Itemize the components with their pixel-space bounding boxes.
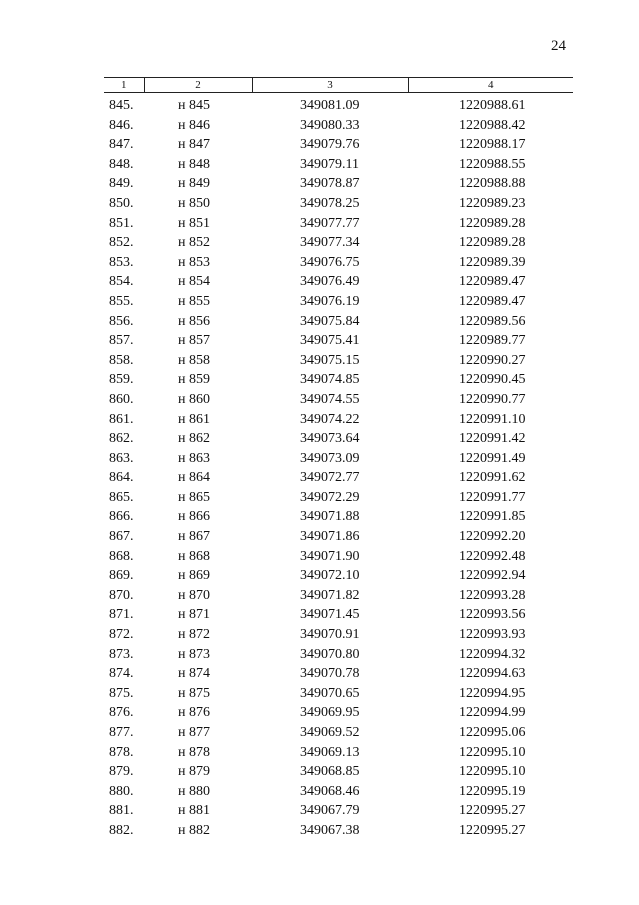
table-row — [104, 135, 573, 155]
point-name: н 856 — [178, 313, 210, 329]
coordinate-y: 1220989.28 — [459, 235, 526, 251]
row-index: 869. — [109, 568, 134, 584]
row-index: 845. — [109, 98, 134, 113]
point-name: н 853 — [178, 254, 210, 270]
coordinate-y: 1220994.32 — [459, 646, 526, 662]
table-row — [104, 194, 573, 214]
coordinate-y: 1220989.56 — [459, 313, 526, 329]
coordinate-x: 349072.77 — [300, 470, 360, 486]
coordinate-x: 349071.90 — [300, 548, 360, 564]
row-index: 882. — [109, 822, 134, 838]
table-row — [104, 233, 573, 253]
point-name: н 858 — [178, 352, 210, 368]
coordinate-y: 1220994.99 — [459, 705, 526, 721]
row-index: 858. — [109, 352, 134, 368]
coordinate-y: 1220988.55 — [459, 156, 526, 172]
point-name: н 879 — [178, 764, 210, 780]
column-header-x: 3 — [252, 78, 408, 93]
coordinate-y: 1220990.45 — [459, 372, 526, 388]
row-index: 861. — [109, 411, 134, 427]
table-row — [104, 664, 573, 684]
coordinate-x: 349069.13 — [300, 744, 360, 760]
table-row — [104, 586, 573, 606]
table-row — [104, 625, 573, 645]
coordinate-x: 349067.79 — [300, 803, 360, 819]
table-row — [104, 468, 573, 488]
coordinate-y: 1220989.39 — [459, 254, 526, 270]
point-name: н 865 — [178, 489, 210, 505]
point-name: н 876 — [178, 705, 210, 721]
row-index: 875. — [109, 685, 134, 701]
table-row — [104, 390, 573, 410]
table-row — [104, 684, 573, 704]
table-row — [104, 645, 573, 665]
coordinate-x: 349070.65 — [300, 685, 360, 701]
point-name: н 870 — [178, 587, 210, 603]
point-name: н 869 — [178, 568, 210, 584]
table-row — [104, 821, 573, 841]
coordinate-y: 1220995.27 — [459, 803, 526, 819]
table-row — [104, 566, 573, 586]
column-header-index: 1 — [104, 78, 144, 93]
row-index: 855. — [109, 293, 134, 309]
coordinate-y: 1220992.20 — [459, 529, 526, 545]
table-row — [104, 370, 573, 390]
coordinate-x: 349074.22 — [300, 411, 360, 427]
row-index: 851. — [109, 215, 134, 231]
table-row — [104, 703, 573, 723]
table-row — [104, 762, 573, 782]
coordinate-x: 349075.15 — [300, 352, 360, 368]
row-index: 854. — [109, 274, 134, 290]
coordinate-y: 1220995.10 — [459, 764, 526, 780]
coordinate-y: 1220993.56 — [459, 607, 526, 623]
coordinate-x: 349074.85 — [300, 372, 360, 388]
row-index: 868. — [109, 548, 134, 564]
point-name: н 851 — [178, 215, 210, 231]
table-row — [104, 174, 573, 194]
row-index: 848. — [109, 156, 134, 172]
table-row — [104, 155, 573, 175]
point-name: н 859 — [178, 372, 210, 388]
column-header-point: 2 — [144, 78, 252, 93]
coordinate-x: 349071.45 — [300, 607, 360, 623]
point-name: н 873 — [178, 646, 210, 662]
coordinate-x: 349070.80 — [300, 646, 360, 662]
coordinate-x: 349081.09 — [300, 98, 360, 113]
table-row — [104, 801, 573, 821]
table-row — [104, 331, 573, 351]
coordinate-y: 1220995.19 — [459, 783, 526, 799]
coordinate-y: 1220995.10 — [459, 744, 526, 760]
point-name: н 877 — [178, 725, 210, 740]
coordinate-x: 349075.41 — [300, 333, 360, 349]
coordinate-y: 1220989.47 — [459, 293, 526, 309]
point-name: н 871 — [178, 607, 210, 623]
row-index: 873. — [109, 646, 134, 662]
table-body — [104, 96, 573, 841]
coordinate-y: 1220990.77 — [459, 391, 526, 407]
point-name: н 868 — [178, 548, 210, 564]
coordinate-y: 1220991.77 — [459, 489, 526, 505]
coordinate-y: 1220988.88 — [459, 176, 526, 192]
coordinate-x: 349074.55 — [300, 391, 360, 407]
coordinate-y: 1220991.42 — [459, 431, 526, 447]
coordinates-table — [104, 77, 573, 841]
point-name: н 850 — [178, 195, 210, 211]
coordinate-x: 349069.52 — [300, 725, 360, 740]
table-row — [104, 214, 573, 234]
coordinate-y: 1220988.61 — [459, 98, 526, 113]
point-name: н 857 — [178, 333, 210, 349]
table-row — [104, 605, 573, 625]
coordinate-y: 1220989.77 — [459, 333, 526, 349]
point-name: н 849 — [178, 176, 210, 192]
coordinate-x: 349070.78 — [300, 666, 360, 682]
point-name: н 866 — [178, 509, 210, 525]
row-index: 870. — [109, 587, 134, 603]
point-name: н 867 — [178, 529, 210, 545]
point-name: н 848 — [178, 156, 210, 172]
coordinate-x: 349073.09 — [300, 450, 360, 466]
coordinate-x: 349069.95 — [300, 705, 360, 721]
table-row — [104, 351, 573, 371]
coordinate-y: 1220991.85 — [459, 509, 526, 525]
coordinate-y: 1220988.42 — [459, 117, 526, 133]
row-index: 852. — [109, 235, 134, 251]
coordinate-x: 349070.91 — [300, 627, 360, 643]
row-index: 853. — [109, 254, 134, 270]
point-name: н 855 — [178, 293, 210, 309]
row-index: 878. — [109, 744, 134, 760]
point-name: н 847 — [178, 137, 210, 153]
table-row — [104, 507, 573, 527]
row-index: 872. — [109, 627, 134, 643]
coordinate-y: 1220989.47 — [459, 274, 526, 290]
coordinate-x: 349073.64 — [300, 431, 360, 447]
coordinate-y: 1220994.95 — [459, 685, 526, 701]
row-index: 871. — [109, 607, 134, 623]
table-row — [104, 488, 573, 508]
point-name: н 882 — [178, 822, 210, 838]
table-header-row — [104, 78, 573, 93]
table-row — [104, 547, 573, 567]
coordinate-x: 349076.19 — [300, 293, 360, 309]
coordinate-x: 349067.38 — [300, 822, 360, 838]
coordinate-y: 1220989.28 — [459, 215, 526, 231]
point-name: н 874 — [178, 666, 210, 682]
row-index: 864. — [109, 470, 134, 486]
table-row — [104, 723, 573, 743]
row-index: 879. — [109, 764, 134, 780]
row-index: 867. — [109, 529, 134, 545]
row-index: 847. — [109, 137, 134, 153]
table-row — [104, 410, 573, 430]
coordinate-x: 349077.77 — [300, 215, 360, 231]
coordinate-y: 1220994.63 — [459, 666, 526, 682]
coordinate-x: 349068.85 — [300, 764, 360, 780]
coordinate-y: 1220988.17 — [459, 137, 526, 153]
table-row — [104, 312, 573, 332]
point-name: н 863 — [178, 450, 210, 466]
coordinate-x: 349079.76 — [300, 137, 360, 153]
coordinate-y: 1220995.06 — [459, 725, 526, 740]
point-name: н 860 — [178, 391, 210, 407]
row-index: 850. — [109, 195, 134, 211]
row-index: 860. — [109, 391, 134, 407]
coordinate-x: 349075.84 — [300, 313, 360, 329]
row-index: 859. — [109, 372, 134, 388]
row-index: 857. — [109, 333, 134, 349]
coordinate-x: 349072.29 — [300, 489, 360, 505]
table-row — [104, 292, 573, 312]
point-name: н 881 — [178, 803, 210, 819]
coordinate-x: 349076.75 — [300, 254, 360, 270]
point-name: н 880 — [178, 783, 210, 799]
row-index: 856. — [109, 313, 134, 329]
table-row — [104, 253, 573, 273]
point-name: н 862 — [178, 431, 210, 447]
coordinate-y: 1220991.62 — [459, 470, 526, 486]
row-index: 849. — [109, 176, 134, 192]
table-row — [104, 272, 573, 292]
coordinate-y: 1220991.49 — [459, 450, 526, 466]
point-name: н 864 — [178, 470, 210, 486]
row-index: 865. — [109, 489, 134, 505]
coordinate-x: 349072.10 — [300, 568, 360, 584]
row-index: 881. — [109, 803, 134, 819]
row-index: 862. — [109, 431, 134, 447]
row-index: 876. — [109, 705, 134, 721]
page-number: 24 — [551, 38, 566, 54]
coordinate-x: 349079.11 — [300, 156, 359, 172]
coordinate-y: 1220991.10 — [459, 411, 526, 427]
coordinate-y: 1220990.27 — [459, 352, 526, 368]
table-row — [104, 116, 573, 136]
point-name: н 852 — [178, 235, 210, 251]
point-name: н 845 — [178, 98, 210, 113]
coordinate-y: 1220992.94 — [459, 568, 526, 584]
coordinate-y: 1220992.48 — [459, 548, 526, 564]
point-name: н 846 — [178, 117, 210, 133]
coordinate-x: 349071.88 — [300, 509, 360, 525]
row-index: 846. — [109, 117, 134, 133]
table-row — [104, 782, 573, 802]
coordinate-x: 349071.86 — [300, 529, 360, 545]
row-index: 877. — [109, 725, 134, 740]
table-row — [104, 743, 573, 763]
coordinate-x: 349078.25 — [300, 195, 360, 211]
coordinate-y: 1220989.23 — [459, 195, 526, 211]
coordinate-y: 1220993.28 — [459, 587, 526, 603]
point-name: н 878 — [178, 744, 210, 760]
row-index: 863. — [109, 450, 134, 466]
coordinate-x: 349076.49 — [300, 274, 360, 290]
coordinate-x: 349078.87 — [300, 176, 360, 192]
table-row — [104, 527, 573, 547]
point-name: н 861 — [178, 411, 210, 427]
row-index: 880. — [109, 783, 134, 799]
row-index: 866. — [109, 509, 134, 525]
table-row — [104, 96, 573, 116]
table-row — [104, 429, 573, 449]
coordinate-x: 349071.82 — [300, 587, 360, 603]
coordinate-x: 349068.46 — [300, 783, 360, 799]
point-name: н 854 — [178, 274, 210, 290]
coordinate-y: 1220993.93 — [459, 627, 526, 643]
row-index: 874. — [109, 666, 134, 682]
point-name: н 875 — [178, 685, 210, 701]
table-row — [104, 449, 573, 469]
coordinate-x: 349077.34 — [300, 235, 360, 251]
coordinate-x: 349080.33 — [300, 117, 360, 133]
point-name: н 872 — [178, 627, 210, 643]
column-header-y: 4 — [408, 78, 573, 93]
coordinate-y: 1220995.27 — [459, 822, 526, 838]
